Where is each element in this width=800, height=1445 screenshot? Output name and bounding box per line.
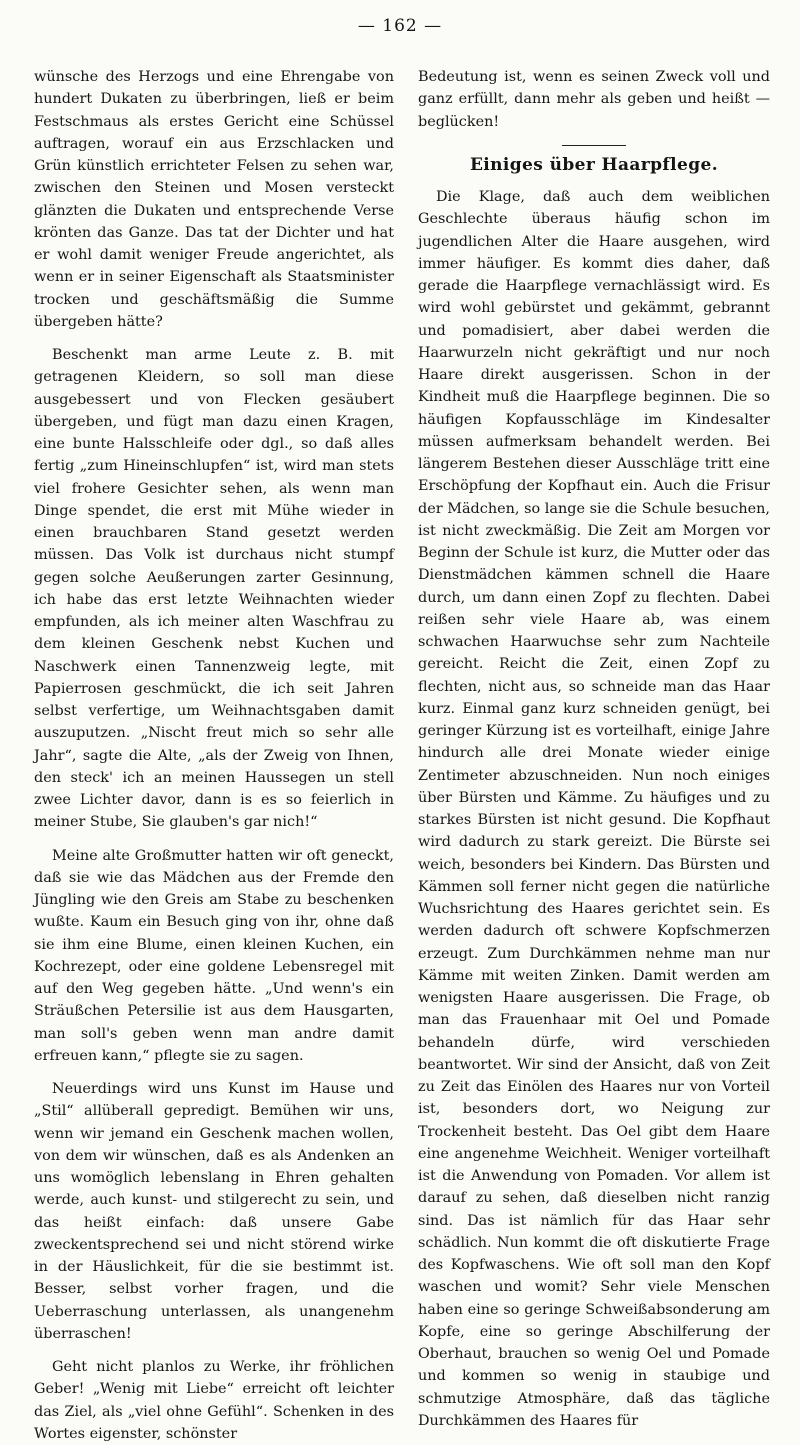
left-column	[34, 66, 394, 1445]
paragraph: Geht nicht planlos zu Werke, ihr fröhlichen Geber! „Wenig mit Liebe“ erreicht oft leichter das Ziel, als „viel ohne Gefühl“. Schenken in des Wortes eigenster, schönster	[34, 1359, 394, 1442]
section-heading: Einiges über Haarpflege.	[469, 154, 719, 175]
paragraph: Die Klage, daß auch dem weiblichen Geschlechte überaus häufig schon im jugendlichen Alter die Haare ausgehen, wird immer häufiger. Es kommt dies daher, daß gerade die Haarpflege vernachlässigt wird. Es wird wohl gebürstet und gekämmt, gebrannt und pomadisiert, aber dabei werden die Haarwurzeln nicht gekräftigt und nur noch Haare direkt ausgerissen. Schon in der Kindheit muß die Haarpflege beginnen. Die so häufigen Kopfausschläge im Kindesalter müssen aufmerksam behandelt werden. Bei längerem Bestehen dieser Ausschläge tritt eine Erschöpfung der Kopfhaut ein. Auch die Frisur der Mädchen, so lange sie die Schule besuchen, ist nicht zweckmäßig. Die Zeit am Morgen vor Beginn der Schule ist kurz, die Mutter oder das Dienstmädchen kämmen schnell die Haare durch, um dann einen Zopf zu flechten. Dabei reißen sehr viele Haare ab, was einem schwachen Haarwuchse sehr zum Nachteile gereicht. Reicht die Zeit, einen Zopf zu flechten, nicht aus, so schneide man das Haar kurz. Einmal ganz kurz schneiden genügt, bei geringer Kürzung ist es vorteilhaft, einige Jahre hindurch alle drei Monate wieder einige Zentimeter abzuschneiden. Nun noch einiges über Bürsten und Kämme. Zu häufiges und zu starkes Bürsten ist nicht gesund. Die Kopfhaut wird dadurch zu stark gereizt. Die Bürste sei weich, besonders bei Kindern. Das Bürsten und Kämmen soll ferner nicht gegen die natürliche Wuchsrichtung des Haares gerichtet sein. Es werden dadurch oft schwere Kopfschmerzen erzeugt. Zum Durchkämmen nehme man nur Kämme mit weiten Zinken. Damit werden am wenigsten Haare ausgerissen. Die Frage, ob man das Frauenhaar mit Oel und Pomade behandeln dürfe, wird verschieden beantwortet. Wir sind der Ansicht, daß von Zeit zu Zeit das Einölen des Haares nur von Vorteil ist, besonders dort, wo Neigung zur Trockenheit besteht. Das Oel gibt dem Haare eine angenehme Weichheit. Weniger vorteilhaft ist die Anwendung von Pomaden. Vor allem ist darauf zu sehen, daß dieselben nicht ranzig sind. Das ist nämlich für das Haar sehr schädlich. Nun kommt die oft diskutierte Frage des Kopfwaschens. Wie oft soll man den Kopf waschen und womit? Sehr viele Menschen haben eine so geringe Schweißabsonderung am Kopfe, eine so geringe Abschilferung der Oberhaut, brauchen so wenig Oel und Pomade und kommen so wenig in staubige und schmutzige Atmosphäre, daß das tägliche Durchkämmen des Haares für	[418, 189, 770, 1429]
paragraph: Neuerdings wird uns Kunst im Hause und „Stil“ allüberall gepredigt. Bemühen wir uns, wenn wir jemand ein Geschenk machen wollen, von dem wir wünschen, daß es als Andenken an uns womöglich lebenslang in Ehren gehalten werde, auch kunst- und stilgerecht zu sein, und das heißt einfach: daß unsere Gabe zweckentsprechend sei und nicht störend wirke in der Häuslichkeit, für die sie bestimmt ist. Besser, selbst vorher fragen, und die Ueberraschung unterlassen, als unangenehm überraschen!	[34, 1081, 394, 1342]
paragraph: Bedeutung ist, wenn es seinen Zweck voll und ganz erfüllt, dann mehr als geben und heißt — beglücken!	[418, 69, 770, 130]
paragraph: wünsche des Herzogs und eine Ehrengabe von hundert Dukaten zu überbringen, ließ er beim Festschmaus als erstes Gericht eine Schüssel auftragen, worauf ein aus Erzschlacken und Grün künstlich errichteter Felsen zu sehen war, zwischen den Steinen und Mosen versteckt glänzten die Dukaten und entsprechende Verse krönten das Ganze. Das tat der Dichter und hat er wohl damit weniger Freude angerichtet, als wenn er in seiner Eigenschaft als Staatsminister trocken und geschäftsmäßig die Summe übergeben hätte?	[34, 69, 394, 330]
paragraph: Beschenkt man arme Leute z. B. mit getragenen Kleidern, so soll man diese ausgebessert und von Flecken gesäubert übergeben, und fügt man dazu einen Kragen, eine bunte Halsschleife oder dgl., so daß alles fertig „zum Hineinschlupfen“ ist, wird man stets viel frohere Gesichter sehen, als wenn man Dinge spendet, die erst mit Mühe wieder in einen brauchbaren Stand gesetzt werden müssen. Das Volk ist durchaus nicht stumpf gegen solche Aeußerungen zarter Gesinnung, ich habe das erst letzte Weihnachten wieder empfunden, als ich meiner alten Waschfrau zu dem kleinen Geschenk nebst Kuchen und Naschwerk einen Tannenzweig legte, mit Papierrosen geschmückt, die ich seit Jahren selbst verfertige, um Weihnachtsgaben damit auszuputzen. „Nischt freut mich so sehr alle Jahr“, sagte die Alte, „als der Zweig von Ihnen, den steck' ich an meinen Haussegen un stell zwee Lichter davor, dann is es so feierlich in meiner Stube, Sie glauben's gar nich!“	[34, 347, 394, 831]
page-number: — 162 —	[357, 16, 443, 36]
section-divider	[562, 145, 626, 146]
right-column	[418, 66, 770, 1432]
paragraph: Meine alte Großmutter hatten wir oft geneckt, daß sie wie das Mädchen aus der Fremde den Jüngling wie den Greis am Stabe zu beschenken wußte. Kaum ein Besuch ging von ihr, ohne daß sie ihm eine Blume, einen kleinen Kuchen, ein Kochrezept, oder eine goldene Lebensregel mit auf den Weg gegeben hätte. „Und wenn's ein Sträußchen Petersilie ist aus dem Hausgarten, man soll's geben wenn man andre damit erfreuen kann,“ pflegte sie zu sagen.	[34, 847, 394, 1064]
